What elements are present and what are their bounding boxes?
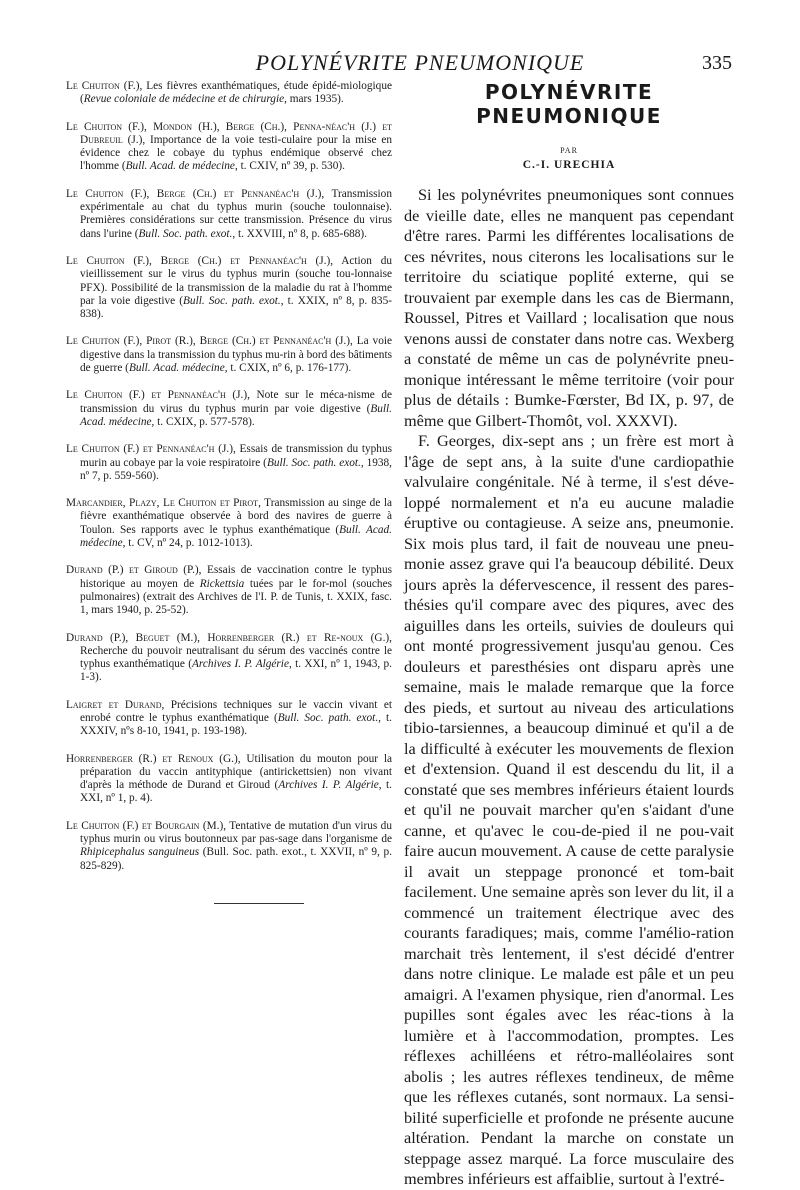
running-title: POLYNÉVRITE PNEUMONIQUE	[255, 50, 585, 75]
reference-authors: Le Chuiton (F.), Berge (Ch.) et Pennanéac'h (J.)	[66, 187, 322, 200]
reference-source: Rhipicephalus sanguineus	[80, 846, 200, 859]
reference-source: Bull. Soc. path. exot.	[138, 227, 233, 240]
reference-text: , Note sur le méca-nisme de transmission du virus du typhus murin par voie digestive (	[80, 389, 392, 415]
reference-entry	[66, 443, 392, 483]
reference-authors: Marcandier, Plazy, Le Chuiton et Pirot	[66, 497, 259, 510]
reference-text: , Tentative de mutation d'un virus du typhus murin ou virus boutonneux par pas-sage dans l'organisme de	[80, 819, 392, 846]
reference-entry	[66, 753, 392, 806]
reference-text: , Précisions techniques sur le vaccin vivant et enrobé contre le typhus exanthématique (	[80, 698, 392, 724]
reference-authors: Durand (P.), Beguet (M.), Horrenberger (R.) et Re-noux (G.)	[66, 631, 390, 644]
reference-tail: , 1938, nº 7, p. 559-560).	[80, 456, 392, 482]
article-body	[404, 185, 734, 1190]
page-number: 335	[702, 52, 732, 74]
reference-authors: Horrenberger (R.) et Renoux (G.)	[66, 752, 238, 765]
reference-text: , Utilisation du mouton pour la préparation du vaccin antityphique (antirickettsien) non vivant d'après la méthode de Durand et Giroud (	[80, 752, 392, 792]
reference-tail: , t. XXXIV, nºs 8-10, 1941, p. 193-198).	[80, 711, 392, 738]
references-column	[66, 80, 392, 904]
reference-authors: Le Chuiton (F.) et Bourgain (M.)	[66, 819, 224, 832]
reference-entry	[66, 80, 392, 107]
reference-authors: Le Chuiton (F.), Mondon (H.), Berge (Ch.), Penna-néac'h (J.) et Dubreuil (J.)	[66, 120, 392, 146]
body-paragraph: Si les polynévrites pneumoniques sont connues de vieille date, elles ne manquent pas cependant d'être rares. Parmi les différentes localisations de ces névrites, nous citerons les localisations sur le territoire du sciatique poplité externe, qui se trouvaient par exemple dans les cas de Biermann, Roussel, Pitres et Vaillard ; localisation que nous venons aussi de constater dans notre cas. Wexberg a constaté de même un cas de polynévrite pneu-monique intéressant le même territoire (voir pour plus de détails : Bumke-Fœrster, Bd IX, p. 97, de même que Gilbert-Thomôt, vol. XXXVI).	[404, 185, 734, 430]
reference-source: Revue coloniale de médecine et de chirurgie	[83, 93, 285, 106]
article-title-line-1: POLYNÉVRITE	[484, 80, 654, 104]
reference-tail: , t. XXVIII, nº 8, p. 685-688).	[232, 227, 367, 240]
reference-list	[66, 80, 392, 873]
reference-text: , Essais de vaccination contre le typhus historique au moyen de	[80, 564, 393, 590]
reference-source: Bull. Acad. médecine	[80, 402, 392, 428]
reference-entry	[66, 335, 392, 375]
article-author: C.-I. URECHIA	[522, 159, 616, 171]
reference-authors: Laigret et Durand	[66, 698, 162, 711]
reference-source: Bull. Soc. path. exot.	[266, 456, 361, 469]
reference-text: , Importance de la voie testi-culaire pour la mise en évidence chez le cobaye du typhus endémique observé chez l'homme (	[80, 133, 392, 173]
reference-authors: Durand (P.) et Giroud (P.)	[66, 564, 199, 577]
reference-source: Bull. Acad. de médecine	[125, 160, 235, 173]
reference-tail: , mars 1935).	[284, 93, 344, 106]
reference-text: , Essais de transmission du typhus murin au cobaye par la voie respiratoire (	[80, 443, 392, 469]
reference-text: , Recherche du pouvoir neutralisant du sérum des vaccinés contre le typhus exanthématique (	[80, 631, 392, 671]
reference-tail: , t. CXIX, p. 577-578).	[151, 415, 255, 428]
reference-tail: (Bull. Soc. path. exot., t. XXVII, nº 9, p. 825-829).	[80, 846, 392, 872]
reference-authors: Le Chuiton (F.)	[66, 80, 140, 92]
reference-text: , Action du vieillissement sur le virus du typhus murin (souche tou-lonnaise PFX). Possibilité de la transmission de la maladie du rat à l'homme par la voie digestive (	[80, 254, 392, 307]
reference-tail: , t. XXI, nº 1, 1943, p. 1-3).	[80, 658, 392, 684]
reference-tail: , t. XXI, nº 1, p. 4).	[80, 779, 392, 805]
reference-text: , Transmission au singe de la fièvre exanthématique observée à bord des navires de guerre à Toulon. Ses rapports avec le typhus exanthématique (	[80, 497, 393, 536]
reference-entry	[66, 820, 392, 873]
reference-entry	[66, 497, 392, 550]
reference-entry	[66, 255, 392, 321]
reference-entry	[66, 389, 392, 429]
reference-entry	[66, 632, 392, 685]
reference-authors: Le Chuiton (F.), Berge (Ch.) et Pennanéac'h (J.)	[66, 254, 331, 267]
byline-par: PAR	[560, 146, 578, 155]
section-rule	[214, 903, 304, 904]
reference-entry	[66, 699, 392, 739]
reference-entry	[66, 121, 392, 174]
reference-source: Archives I. P. Algérie	[278, 779, 379, 792]
article-column	[404, 80, 734, 1190]
reference-entry	[66, 188, 392, 241]
reference-text: , La voie digestive dans la transmission du typhus mu-rin à bord des bâtiments de guerre (	[80, 335, 393, 375]
reference-tail: , t. CV, nº 24, p. 1012-1013).	[122, 537, 253, 550]
reference-authors: Le Chuiton (F.) et Pennanéac'h (J.)	[66, 443, 233, 456]
reference-entry	[66, 564, 392, 617]
reference-source: Bull. Soc. path. exot.	[183, 294, 281, 307]
body-paragraph: F. Georges, dix-sept ans ; un frère est mort à l'âge de sept ans, à la suite d'une cardiopathie valvulaire congénitale. Né à terme, il s'est déve-loppé normalement et n'a eu aucune maladie éruptive ou contagieuse. A seize ans, pneumonie. Six mois plus tard, il fait de nouveau une pneu-monie assez grave qui l'a beaucoup débilité. Deux jours après la défervescence, il ressent des pares-thésies qu'il compare avec des piqures, avec des aiguilles dans les orteils, suivies de douleurs qui ont monté progressivement jusqu'au genou. Ces douleurs et paresthésies ont disparu après une semaine, mais le malade remarque que la force des pieds, et surtout au niveau des articulations tibio-tarsiennes, a beaucoup diminué et qu'il a de la difficulté à exécuter les mouvements de flexion et d'extension. Quand il est descendu du lit, il a constaté que ses membres inférieurs étaient lourds et qu'il ne pouvait marcher qu'en s'aidant d'une canne, et qu'avec le cou-de-pied il ne pou-vait faire aucun mouvement. A cause de cette paralysie il avait un steppage prononcé et tom-bait facilement. Une semaine après son lever du lit, il a commencé un traitement électrique avec des courants faradiques; mais, comme l'amélio-ration marchait très lentement, il s'est décidé d'entrer dans notre clinique. Le malade est pâle et un peu amaigri. A l'examen physique, rien d'anormal. Les pupilles sont égales avec les réac-tions à la lumière et à l'accommodation, promptes. Les réflexes achilléens et rétro-malléolaires sont abolis ; les autres réflexes tendineux, de même que les réflexes cutanés, sont normaux. La sensi-bilité superficielle et profonde ne présente aucune altération. Pendant la marche on constate un steppage assez marqué. La force musculaire des membres inférieurs est affaiblie, surtout à l'extré-	[404, 431, 734, 1188]
reference-tail: tuées par le for-mol (souches pulmonaires) (extrait des Archives de l'I. P. de Tunis, t. XXIX, fasc. 1, mars 1940, p. 25-52).	[80, 577, 392, 617]
reference-text: , Les fièvres exanthématiques, étude épidé-miologique (	[80, 80, 392, 106]
reference-authors: Le Chuiton (F.) et Pennanéac'h (J.)	[66, 389, 248, 402]
reference-tail: , t. CXIX, nº 6, p. 176-177).	[224, 362, 352, 375]
reference-tail: , t. XXIX, nº 8, p. 835-838).	[80, 294, 392, 321]
reference-source: Archives I. P. Algérie	[192, 658, 289, 671]
article-title-line-2: PNEUMONIQUE	[476, 104, 662, 128]
reference-source: Bull. Acad. médecine	[80, 523, 392, 550]
article-title	[404, 80, 734, 128]
reference-authors: Le Chuiton (F.), Pirot (R.), Berge (Ch.) et Pennanéac'h (J.)	[66, 335, 350, 348]
reference-source: Bull. Acad. médecine	[128, 362, 225, 375]
reference-text: , Transmission expérimentale au chat du typhus murin (souche toulonnaise). Premières considérations sur cette transmission. Présence du virus dans l'urine (	[80, 187, 392, 240]
reference-source: Bull. Soc. path. exot.	[277, 711, 379, 724]
reference-tail: , t. CXIV, nº 39, p. 530).	[234, 160, 345, 173]
reference-source: Rickettsia	[199, 577, 245, 590]
